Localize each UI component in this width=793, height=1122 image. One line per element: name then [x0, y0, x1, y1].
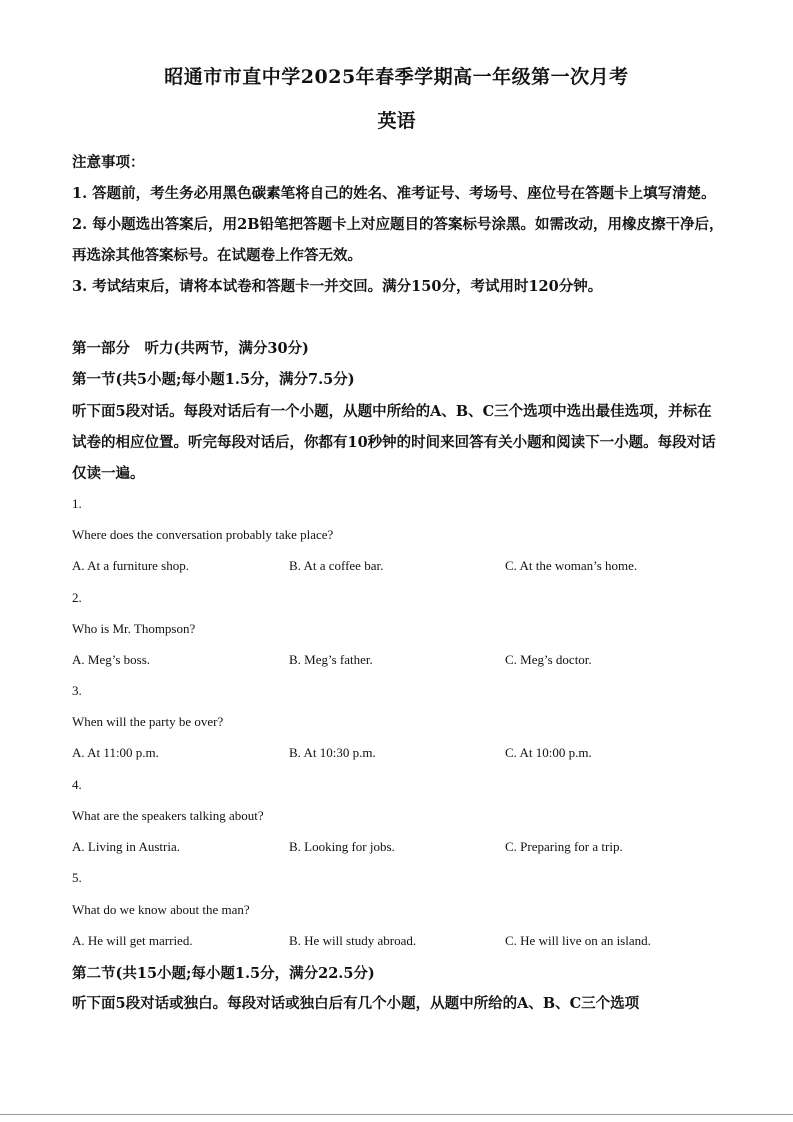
subject-title: 英语	[377, 110, 416, 132]
section2-instructions: 听下面5段对话或独白。每段对话或独白后有几个小题，从题中所给的A、B、C三个选项	[72, 995, 640, 1012]
option-c: C. He will live on an island.	[505, 933, 651, 948]
option-c: C. At 10:00 p.m.	[505, 745, 592, 760]
notice-list	[72, 178, 724, 302]
question-text: When will the party be over?	[72, 714, 224, 729]
question-number: 5.	[72, 870, 82, 885]
question-number: 4.	[72, 777, 82, 792]
option-a: A. He will get married.	[72, 933, 193, 948]
notice-heading: 注意事项：	[72, 154, 145, 171]
option-b: B. He will study abroad.	[289, 933, 417, 948]
notice-item: 2. 每小题选出答案后，用2B铅笔把答题卡上对应题目的答案标号涂黑。如需改动，用橡皮擦干净后，再选涂其他答案标号。在试题卷上作答无效。	[72, 216, 724, 264]
question-number: 2.	[72, 590, 82, 605]
option-a: A. Meg’s boss.	[72, 652, 151, 667]
option-a: A. At a furniture shop.	[72, 558, 189, 573]
option-c: C. Meg’s doctor.	[505, 652, 592, 667]
notice-item: 3. 考试结束后，请将本试卷和答题卡一并交回。满分150分，考试用时120分钟。	[72, 278, 603, 295]
option-b: B. Looking for jobs.	[289, 839, 395, 854]
section1-title: 第一节(共5小题;每小题1.5分，满分7.5分)	[72, 371, 355, 388]
question-text: Who is Mr. Thompson?	[72, 621, 196, 636]
page-bottom-divider	[0, 1114, 793, 1115]
question-number: 3.	[72, 683, 82, 698]
option-b: B. Meg’s father.	[289, 652, 373, 667]
section1-instructions: 听下面5段对话。每段对话后有一个小题，从题中所给的A、B、C三个选项中选出最佳选项，并标在试卷的相应位置。听完每段对话后，你都有10秒钟的时间来回答有关小题和阅读下一小题。每段对话仅读一遍。	[72, 403, 716, 482]
option-c: C. At the woman’s home.	[505, 558, 638, 573]
section2-title: 第二节(共15小题;每小题1.5分，满分22.5分)	[72, 965, 375, 982]
option-b: B. At a coffee bar.	[289, 558, 384, 573]
option-a: A. Living in Austria.	[72, 839, 180, 854]
page-title: 昭通市市直中学2025年春季学期高一年级第一次月考	[164, 66, 629, 88]
option-c: C. Preparing for a trip.	[505, 839, 623, 854]
notice-item: 1. 答题前，考生务必用黑色碳素笔将自己的姓名、准考证号、考场号、座位号在答题卡上填写清楚。	[72, 185, 716, 202]
option-a: A. At 11:00 p.m.	[72, 745, 159, 760]
question-text: What do we know about the man?	[72, 902, 250, 917]
option-b: B. At 10:30 p.m.	[289, 745, 376, 760]
question-text: Where does the conversation probably take place?	[72, 527, 334, 542]
question-number: 1.	[72, 496, 82, 511]
question-text: What are the speakers talking about?	[72, 808, 264, 823]
part1-title: 第一部分 听力(共两节，满分30分)	[72, 340, 309, 357]
